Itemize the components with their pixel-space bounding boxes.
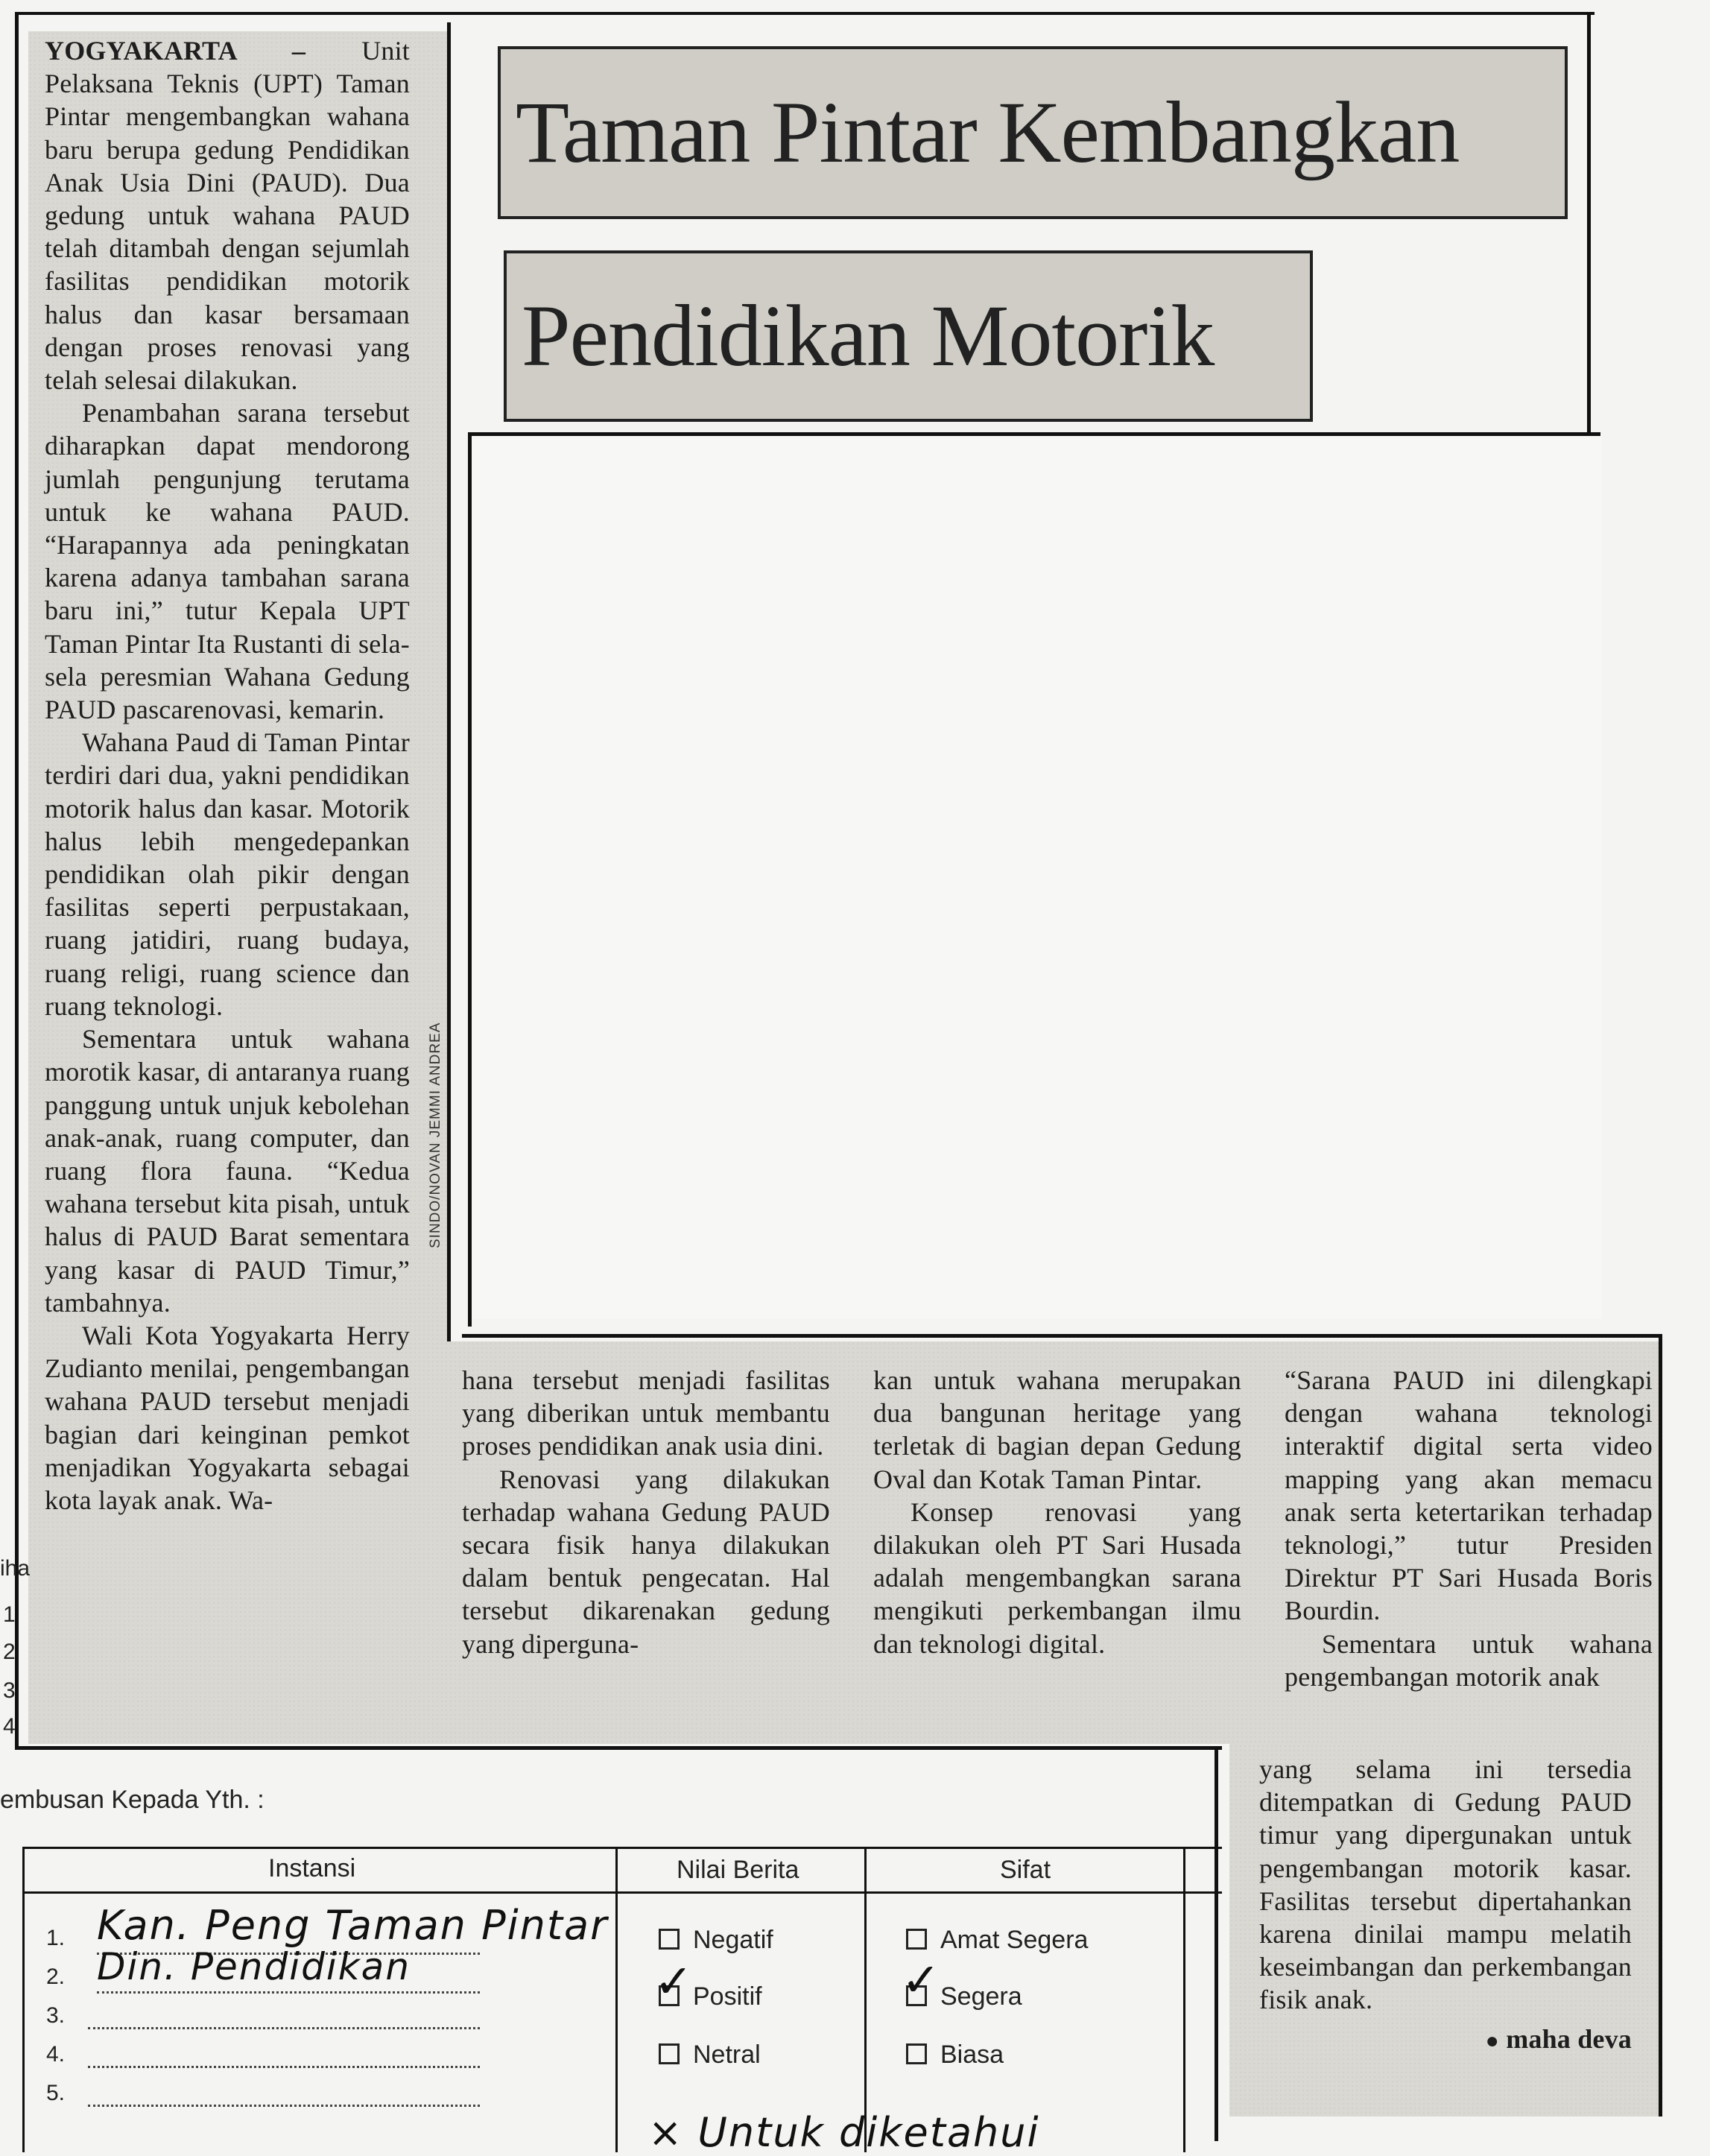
- left-fragment: 3: [3, 1678, 16, 1703]
- row-number-4: 4.: [46, 2042, 66, 2067]
- label-positif: Positif: [693, 1982, 762, 2011]
- header-sifat: Sifat: [1000, 1856, 1051, 1884]
- left-fragment: 1: [3, 1602, 16, 1627]
- table-header-bottom: [22, 1891, 1222, 1894]
- article-column-2: [462, 1364, 830, 1660]
- paragraph: Konsep renovasi yang dilakukan oleh PT Sari Husada adalah mengembangkan sarana mengikuti perkembangan ilmu dan teknologi digital.: [873, 1496, 1241, 1659]
- handwritten-instansi-1: Kan. Peng Taman Pintar: [97, 1902, 609, 1949]
- paragraph: yang selama ini tersedia ditempatkan di Gedung PAUD timur yang dipergunakan untuk pengembangan motorik kasar. Fasilitas tersebut dipertahankan karena dinilai mampu melatih keseimbangan dan perkembangan fisik anak.: [1259, 1754, 1632, 2015]
- row-number-1: 1.: [46, 1926, 66, 1950]
- paragraph-text: Unit Pelaksana Teknis (UPT) Taman Pintar mengembangkan wahana baru berupa gedung Pendidikan Anak Usia Dini (PAUD). Dua gedung untuk wahana PAUD telah ditambah dengan sejumlah fasilitas pendidikan motorik halus dan kasar bersamaan dengan proses renovasi yang telah selesai dilakukan.: [45, 36, 410, 396]
- byline-bullet-icon: ●: [1485, 2028, 1499, 2053]
- check-mark-icon: ✓: [654, 1954, 693, 2008]
- left-fragment: 2: [3, 1640, 16, 1664]
- table-col-divider-3: [1183, 1847, 1185, 2152]
- paragraph: kan untuk wahana merupakan dua bangunan heritage yang terletak di bagian depan Gedung Oval dan Kotak Taman Pintar.: [873, 1365, 1241, 1494]
- article-column-4: [1285, 1364, 1653, 1693]
- photo-credit: SINDO/NOVAN JEMMI ANDREA: [428, 1022, 443, 1248]
- byline: maha deva: [1506, 2023, 1632, 2054]
- blank-line-3[interactable]: [88, 2027, 480, 2029]
- paragraph-lead: [45, 34, 410, 396]
- frame-bottom-band: [15, 1746, 1222, 1750]
- paragraph: Wali Kota Yogyakarta Herry Zudianto menilai, pengembangan wahana PAUD tersebut menjadi bagian dari keinginan pemkot menjadikan Yogyakarta sebagai kota layak anak. Wa-: [45, 1320, 410, 1515]
- header-instansi: Instansi: [268, 1854, 356, 1882]
- table-col-divider-1: [615, 1847, 618, 2152]
- blank-line-4[interactable]: [88, 2066, 480, 2068]
- paragraph: Wahana Paud di Taman Pintar terdiri dari dua, yakni pendidikan motorik halus dan kasar. Motorik halus lebih mengedepankan pendidikan olah pikir dengan fasilitas seperti perpustakaan, ruang jatidiri, ruang budaya, ruang religi, ruang science dan ruang teknologi.: [45, 727, 410, 1021]
- frame-step-down: [1215, 1746, 1218, 2141]
- headline-line-1: Taman Pintar Kembangkan: [516, 83, 1460, 181]
- frame-top: [15, 12, 1595, 15]
- paragraph: Sementara untuk wahana pengembangan motorik anak: [1285, 1628, 1653, 1692]
- frame-left-col-right: [447, 22, 451, 1341]
- handwritten-note: × Untuk diketahui: [648, 2109, 1040, 2156]
- frame-right: [1587, 12, 1591, 435]
- frame-photo-left: [468, 432, 472, 1327]
- headline-line-1-box: [498, 46, 1568, 219]
- paragraph: “Sarana PAUD ini dilengkapi dengan wahana teknologi interaktif digital serta video mapping yang akan memacu anak serta ketertarikan terhadap teknologi,” tutur Presiden Direktur PT Sari Husada Boris Bourdin.: [1285, 1365, 1653, 1626]
- header-nilai-berita: Nilai Berita: [677, 1856, 799, 1884]
- byline-row: [1259, 2023, 1632, 2058]
- label-netral: Netral: [693, 2040, 761, 2069]
- blank-line-5[interactable]: [88, 2105, 480, 2107]
- check-mark-icon: ✓: [902, 1953, 940, 2007]
- article-column-5: [1259, 1753, 1632, 2058]
- left-fragment: 4: [3, 1714, 16, 1739]
- row-number-3: 3.: [46, 2003, 66, 2028]
- checkbox-netral[interactable]: [659, 2043, 680, 2064]
- blank-line-2[interactable]: [97, 1991, 480, 1994]
- photo-area: [469, 434, 1602, 1319]
- label-amat-segera: Amat Segera: [940, 1926, 1089, 1954]
- label-negatif: Negatif: [693, 1926, 773, 1954]
- paragraph: Renovasi yang dilakukan terhadap wahana Gedung PAUD secara fisik hanya dilakukan dalam bentuk pengecatan. Hal tersebut dikarenakan gedung yang diperguna-: [462, 1464, 830, 1659]
- paragraph: Penambahan sarana tersebut diharapkan dapat mendorong jumlah pengunjung terutama untuk ke wahana PAUD. “Harapannya ada peningkatan karena adanya tambahan sarana baru ini,” tutur Kepala UPT Taman Pintar Ita Rustanti di sela-sela peresmian Wahana Gedung PAUD pascarenovasi, kemarin.: [45, 398, 410, 725]
- paragraph: Sementara untuk wahana morotik kasar, di antaranya ruang panggung untuk unjuk kebolehan anak-anak, ruang computer, dan ruang flora fauna. “Kedua wahana tersebut kita pisah, untuk halus di PAUD Barat sementara yang kasar di PAUD Timur,” tambahnya.: [45, 1024, 410, 1318]
- frame-photo-bottom: [462, 1334, 1662, 1338]
- left-fragment: iha: [0, 1556, 31, 1581]
- handwritten-instansi-2: Din. Pendidikan: [97, 1945, 411, 1988]
- dateline: YOGYAKARTA –: [45, 36, 306, 66]
- article-column-3: [873, 1364, 1241, 1660]
- checkbox-negatif[interactable]: [659, 1929, 680, 1950]
- table-col-divider-2: [864, 1847, 867, 2152]
- row-number-5: 5.: [46, 2081, 66, 2105]
- row-number-2: 2.: [46, 1964, 66, 1989]
- table-left: [22, 1847, 25, 2152]
- headline-line-2: Pendidikan Motorik: [522, 287, 1215, 385]
- headline-line-2-box: [504, 250, 1313, 422]
- article-column-1: [45, 34, 410, 1517]
- frame-left: [15, 12, 19, 1748]
- checkbox-amat-segera[interactable]: [906, 1929, 927, 1950]
- tembusan-label: embusan Kepada Yth. :: [0, 1786, 265, 1814]
- checkbox-biasa[interactable]: [906, 2043, 927, 2064]
- paragraph: hana tersebut menjadi fasilitas yang diberikan untuk membantu proses pendidikan anak usia dini.: [462, 1365, 830, 1461]
- label-biasa: Biasa: [940, 2040, 1004, 2069]
- frame-photo-top: [468, 432, 1600, 436]
- table-top: [22, 1847, 1222, 1849]
- frame-right-lower: [1659, 1334, 1662, 2117]
- label-segera: Segera: [940, 1982, 1022, 2011]
